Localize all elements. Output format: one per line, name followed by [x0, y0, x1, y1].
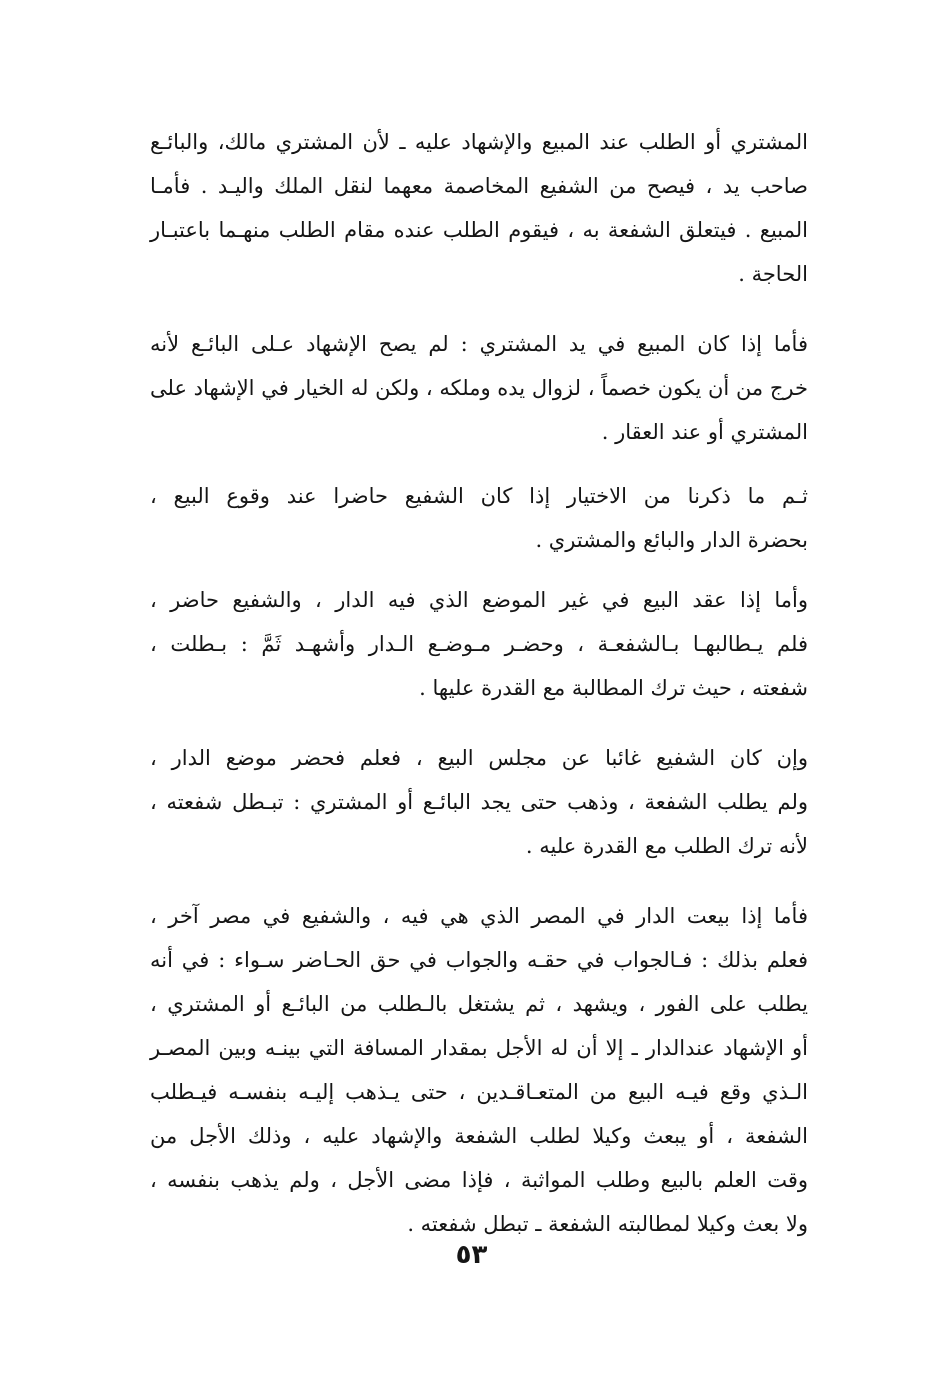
text-line: فعلم بذلك : فـالجواب في حقـه والجواب في حق الحـاضر سـواء : في أنه — [150, 948, 808, 972]
text-line: أو الإشهاد عندالدار ـ إلا أن له الأجل بمقدار المسافة التي بينـه وبين المصـر — [150, 1036, 808, 1060]
paragraph-2 — [150, 322, 808, 454]
text-line: وإن كان الشفيع غائبا عن مجلس البيع ، فعلم فحضر موضع الدار ، — [150, 746, 808, 770]
text-line: يطلب على الفور ، ويشهد ، ثم يشتغل بالـطلب من البائـع أو المشتري ، — [150, 992, 808, 1016]
text-line: الشفعة ، أو يبعث وكيلا لطلب الشفعة والإشهاد عليه ، وذلك الأجل من — [150, 1124, 808, 1148]
text-line: ثـم ما ذكرنا من الاختيار إذا كان الشفيع حاضرا عند وقوع البيع ، — [150, 484, 808, 508]
text-line: ولا بعث وكيلا لمطالبته الشفعة ـ تبطل شفعته . — [407, 1212, 808, 1236]
paragraph-1 — [150, 120, 808, 296]
paragraph-5 — [150, 736, 808, 868]
text-line: فأما إذا بيعت الدار في المصر الذي هي فيه ، والشفيع في مصر آخر ، — [150, 904, 808, 928]
text-line: المشتري أو عند العقار . — [601, 420, 808, 444]
text-line: المشتري أو الطلب عند المبيع والإشهاد عليه ـ لأن المشتري مالك، والبائـع — [150, 130, 808, 154]
page-body — [150, 120, 808, 1370]
text-line: ولم يطلب الشفعة ، وذهب حتى يجد البائـع أو المشتري : تبـطل شفعته ، — [150, 790, 808, 814]
paragraph-gap — [150, 710, 808, 736]
paragraph-3 — [150, 474, 808, 562]
text-line: بحضرة الدار والبائع والمشتري . — [535, 528, 808, 552]
page-number: ٥٣ — [455, 1240, 488, 1270]
text-line: فأما إذا كان المبيع في يد المشتري : لم يصح الإشهاد عـلى البائـع لأنه — [150, 332, 808, 356]
text-line: شفعته ، حيث ترك المطالبة مع القدرة عليها . — [419, 676, 808, 700]
text-line: وقت العلم بالبيع وطلب المواثبة ، فإذا مضى الأجل ، ولم يذهب بنفسه ، — [150, 1168, 808, 1192]
text-line: الحاجة . — [738, 262, 808, 286]
paragraph-4 — [150, 578, 808, 710]
paragraph-6 — [150, 894, 808, 1246]
text-line: فلم يـطالبهـا بـالشفعـة ، وحضـر مـوضـع الـدار وأشهـد ثَمَّ : بـطلت ، — [150, 632, 808, 656]
text-line: لأنه ترك الطلب مع القدرة عليه . — [525, 834, 808, 858]
text-line: خرج من أن يكون خصماً ، لزوال يده وملكه ، ولكن له الخيار في الإشهاد على — [150, 376, 808, 400]
paragraph-gap — [150, 296, 808, 322]
text-line: وأما إذا عقد البيع في غير الموضع الذي فيه الدار ، والشفيع حاضر ، — [150, 588, 808, 612]
text-line: الـذي وقع فيـه البيع من المتعـاقـدين ، حتى يـذهب إليـه بنفسـه فيـطلب — [150, 1080, 808, 1104]
paragraph-gap — [150, 562, 808, 578]
text-line: صاحب يد ، فيصح من الشفيع المخاصمة معهما لنقل الملك واليـد . فأمـا — [150, 174, 808, 198]
paragraph-gap — [150, 454, 808, 474]
paragraph-gap — [150, 868, 808, 894]
text-line: المبيع . فيتعلق الشفعة به ، فيقوم الطلب عنده مقام الطلب منهـما باعتبـار — [150, 218, 808, 242]
